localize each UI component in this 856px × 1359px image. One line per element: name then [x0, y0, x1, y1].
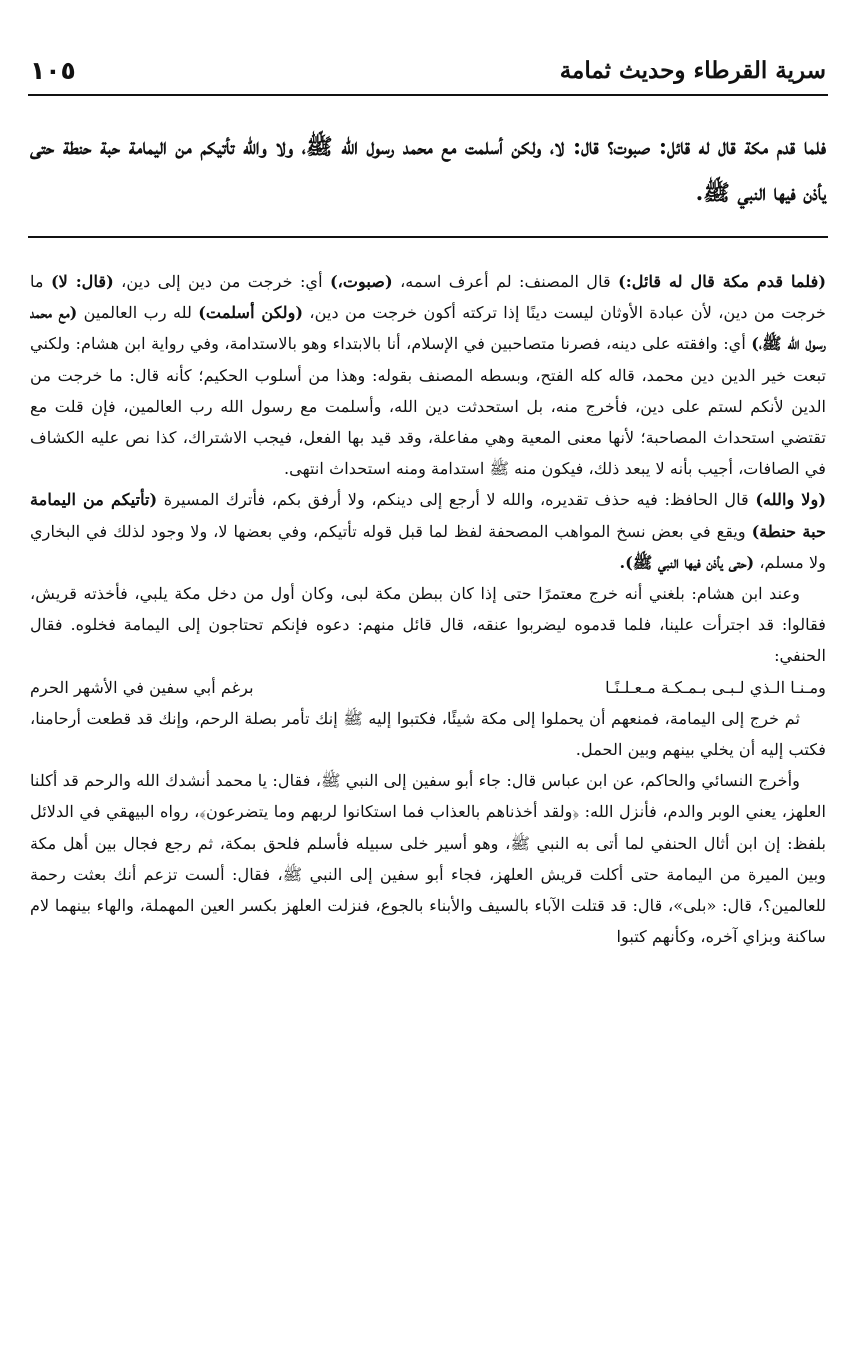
- verse-second-hemistich: برغم أبي سفين في الأشهر الحرم: [30, 677, 254, 697]
- verse-first-hemistich: ومـنـا الـذي لـبـى بـمـكـة مـعـلـنًـا: [605, 677, 826, 697]
- segment: (حتى يأذن فيها النبي ﷺ).: [619, 552, 755, 572]
- segment: ما خرجت من دين، لأن عبادة الأوثان ليست دينًا إذا تركته أكون خرجت من دين،: [30, 272, 827, 323]
- segment: (قال: لا): [50, 272, 114, 291]
- running-title: سرية القرطاء وحديث ثمامة: [559, 56, 826, 84]
- segment: (فلما قدم مكة قال له قائل:): [618, 272, 827, 291]
- segment: (تأتيكم من اليمامة حبة حنطة): [30, 490, 827, 541]
- segment: (صبوت،): [329, 272, 393, 291]
- page-number: ١٠٥: [30, 55, 76, 85]
- segment: أي: وافقته على دينه، فصرنا متصاحبين في الإسلام، أنا بالابتداء وهو بالاستدامة، وفي رواية ابن هشام: ولكني تبعت خير الدين دين محمد، قاله كله الفتح، وبسطه المصنف بقوله: وهذا من أسلوب الحكيم؛ كأنه قال: ما خرجت من الدين لأنكم لستم على دين، فأخرج منه، بل استحدثت دين الله، وأسلمت مع رسول الله رب العالمين، فإن قلت مع تقتضي استحداث المصاحبة؛ لأنها معنى المعية وهي مفاعلة، وقد قيد بها الفعل، فيجب الاشتراك، كذا نص عليه الكشاف في الصافات، أجيب بأنه لا يبعد ذلك، فيكون منه ﷺ استدامة ومنه استحداث انتهى.: [30, 334, 826, 479]
- separator-rule: [28, 236, 828, 238]
- segment: ويقع في بعض نسخ المواهب المصحفة لفظ لما قبل قوله تأتيكم، وفي بعضها لا، ولا وجود لذلك في البخاري ولا مسلم،: [30, 521, 826, 572]
- segment: قال الحافظ: فيه حذف تقديره، والله لا أرجع إلى دينكم، ولا أرفق بكم، فأترك المسيرة: [157, 490, 756, 510]
- segment: (ولكن أسلمت): [198, 303, 304, 323]
- segment: أي: خرجت من دين إلى دين،: [113, 272, 330, 291]
- segment: قال المصنف: لم أعرف اسمه،: [392, 272, 619, 291]
- poetry-verse: [30, 672, 826, 703]
- commentary-paragraph-2: [30, 484, 826, 578]
- commentary-paragraph-5: وأخرج النسائي والحاكم، عن ابن عباس قال: جاء أبو سفين إلى النبي ﷺ، فقال: يا محمد أنشدك الله والرحم قد أكلنا العلهز، يعني الوبر والدم، فأنزل الله: ﴿ولقد أخذناهم بالعذاب فما استكانوا لربهم وما يتضرعون﴾، رواه البيهقي في الدلائل بلفظ: إن ابن أثال الحنفي لما أتى به النبي ﷺ، وهو أسير خلى سبيله فأسلم فلحق بمكة، ثم رجع فجال بين أهل مكة وبين الميرة من اليمامة حتى أكلت قريش العلهز، فجاء أبو سفين إلى النبي ﷺ، فقال: ألست تزعم أنك بعثت رحمة للعالمين؟، قال: «بلى»، قال: قد قتلت الآباء بالسيف والأبناء بالجوع، فنزلت العلهز بكسر العين المهملة، والهاء بينهما لام ساكنة وبزاي آخره، وكأنهم كتبوا: [30, 771, 826, 947]
- segment: لله رب العالمين: [77, 303, 199, 323]
- segment: (مع محمد رسول الله ﷺ،): [30, 303, 827, 354]
- header-rule: [28, 94, 828, 96]
- commentary: [30, 266, 826, 952]
- segment: (ولا والله): [755, 490, 826, 510]
- page-header: [30, 48, 826, 92]
- commentary-paragraph-1: [30, 266, 826, 484]
- commentary-paragraph-3: وعند ابن هشام: بلغني أنه خرج معتمرًا حتى إذا كان ببطن مكة لبى، وكان أول من دخل مكة يلبي، فأخذته قريش، فقالوا: قد اجترأت علينا، فلما قدموه ليضربوا عنقه، قال قائل منهم: دعوه فإنكم تحتاجون إلى اليمامة فخلوه. فقال الحنفي:: [30, 584, 826, 666]
- main-text: فلما قدم مكة قال له قائل: صبوت؟ قال: لا، ولكن أسلمت مع محمد رسول الله ﷺ، ولا والله تأتيكم من اليمامة حبة حنطة حتى يأذن فيها النبي ﷺ.: [30, 134, 826, 206]
- commentary-paragraph-4: ثم خرج إلى اليمامة، فمنعهم أن يحملوا إلى مكة شيئًا، فكتبوا إليه ﷺ إنك تأمر بصلة الرحم، وإنك قد قطعت أرحامنا، فكتب إليه أن يخلي بينهم وبين الحمل.: [30, 708, 826, 760]
